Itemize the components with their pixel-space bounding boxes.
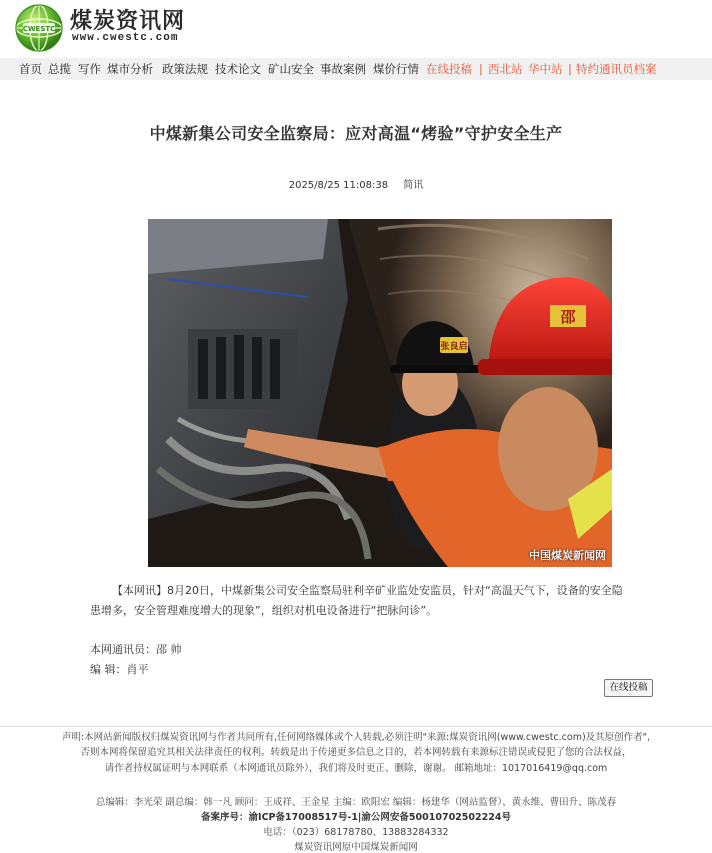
article-meta [0,176,712,191]
nav-item-policy[interactable]: 政策法规 [162,62,208,76]
helmet-label-right: 邵 [560,308,576,326]
nav-separator: | [568,62,572,76]
footer-phone: 电话：（023）68178780、13883284332 [263,827,449,838]
helmet-label-left: 张良启 [440,342,468,352]
footer-statement-1: 声明:本网站新闻版权归煤炭资讯网与作者共同所有,任何网络媒体或个人转载,必须注明"来源:煤炭资讯网(www.cwestc.com)及其原创作者", [61,732,651,743]
article-date: 2025/8/25 11:08:38 [288,180,389,191]
editor-line [90,661,149,677]
reporter-name: 邵 帅 [156,643,182,656]
nav-item-overview[interactable]: 总揽 [48,62,71,76]
globe-logo-text: CWESTC [22,25,56,33]
footer-icp[interactable]: 备案序号：渝ICP备17008517号-1|渝公网安备50010702502224号 [201,812,511,823]
reporter-label: 本网通讯员： [90,643,156,656]
nav-item-central[interactable]: 华中站 [528,62,563,76]
footer-statement-3: 请作者持权属证明与本网联系（本网通讯员除外），我们将及时更正、删除，谢谢。 邮箱地址：1017016419@qq.com [104,763,608,774]
site-header [0,0,712,58]
submit-article-button[interactable]: 在线投稿 [604,679,653,697]
article-body: 【本网讯】8月20日，中煤新集公司安全监察局驻利辛矿业监处安监员，针对“高温天气下，设备的安全隐患增多，安全管理难度增大的现象”，组织对机电设备进行“把脉问诊”。 [90,584,623,617]
photo-watermark: 中国煤炭新闻网 [529,549,606,562]
main-nav [0,58,712,80]
footer-statement-2: 否则本网将保留追究其相关法律责任的权利。转载是出于传递更多信息之目的，若本网转载有来源标注错误或侵犯了您的合法权益， [80,747,632,758]
nav-item-accident-cases[interactable]: 事故案例 [320,62,366,76]
editor-name: 肖平 [126,663,149,676]
editor-label: 编 辑： [90,663,127,676]
footer-staff: 总编辑：李光荣 副总编：韩一凡 顾问：王成祥、王金星 主编：欧阳宏 编辑：杨建华（网站监督）、黄永维、曹田升、陈茂春 [95,797,617,808]
reporter-line [90,641,182,657]
nav-item-submit[interactable]: 在线投稿 [426,62,472,76]
globe-logo-icon[interactable] [14,3,64,53]
nav-separator: | [479,62,483,76]
nav-item-writing[interactable]: 写作 [78,62,101,76]
article-source: 简讯 [403,180,424,191]
article-photo [148,219,612,567]
nav-item-market-analysis[interactable]: 煤市分析 [107,62,153,76]
site-url[interactable]: www.cwestc.com [72,32,179,44]
nav-item-coal-price[interactable]: 煤价行情 [373,62,419,76]
footer-origin: 煤炭资讯网原中国煤炭新闻网 [294,842,418,853]
site-name[interactable]: 煤炭资讯网 [70,9,186,34]
nav-item-mine-safety[interactable]: 矿山安全 [268,62,314,76]
footer-divider [0,726,712,727]
nav-item-northwest[interactable]: 西北站 [488,62,523,76]
nav-item-home[interactable]: 首页 [19,62,42,76]
nav-item-papers[interactable]: 技术论文 [215,62,261,76]
article-title: 中煤新集公司安全监察局：应对高温“烤验”守护安全生产 [149,124,563,143]
nav-item-archive[interactable]: 特约通讯员档案 [576,62,657,76]
